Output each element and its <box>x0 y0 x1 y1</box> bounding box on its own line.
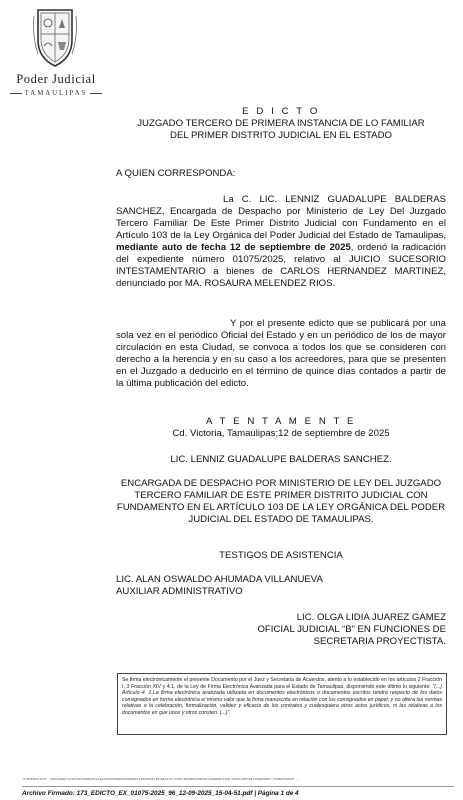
witnesses-title: TESTIGOS DE ASISTENCIA <box>219 550 343 561</box>
witness1-role: AUXILIAR ADMINISTRATIVO <box>116 586 243 597</box>
court-name-line1: JUZGADO TERCERO DE PRIMERA INSTANCIA DE LO FAMILIAR <box>137 118 425 129</box>
place-date: Cd. Victoria, Tamaulipas;12 de septiembre de 2025 <box>172 428 390 439</box>
legal-notice-text: Se firma electrónicamente el presente Documento por el Juez y Secretaria de Acuerdos, atento a lo establecido en los artículos 2 Fracción I, 3 Fracción XIV y 4.1, de la Ley de Firma Electrónica Avanzada para el Estado de Tamaulipas, disponiendo este último lo siguiente: <box>122 677 442 690</box>
witness1-name: LIC. ALAN OSWALDO AHUMADA VILLANUEVA <box>116 574 323 585</box>
brand-subtitle: TAMAULIPAS <box>0 90 112 97</box>
electronic-signature-notice <box>117 673 447 735</box>
edict-title: E D I C T O <box>242 106 320 117</box>
paragraph1-intro: La C. LIC. LENNIZ GUADALUPE BALDERAS SANCHEZ, Encargada de Despacho por Ministerio de Ley Del Juzgado Tercero Familiar De Este Primer Distrito Judicial con Fundamento en el Artículo 103 de la Ley Orgánica del Poder Judicial del Estado de Tamaulipas, <box>116 194 446 241</box>
witness1 <box>116 574 446 598</box>
witness2-role-line1: OFICIAL JUDICIAL “B” EN FUNCIONES DE <box>257 624 446 635</box>
witness2-name: LIC. OLGA LIDIA JUAREZ GAMEZ <box>296 612 446 623</box>
edict-heading <box>116 106 446 142</box>
paragraph1-denounced: , denunciado por <box>116 266 447 289</box>
archive-footer: Archivo Firmado: 173_EDICTO_EX_01075-2025_96_12-09-2025_15-04-51.pdf | Página 1 de 4 <box>22 790 299 797</box>
brand-name: Poder Judicial <box>16 72 96 86</box>
court-name-line2: DEL PRIMER DISTRITO JUDICIAL EN EL ESTADO <box>170 130 392 141</box>
witness2 <box>116 612 446 648</box>
poder-judicial-seal-logo <box>32 6 78 68</box>
salutation: A QUIEN CORRESPONDA: <box>116 168 236 179</box>
footer-divider <box>22 786 454 787</box>
witness2-role-line2: SECRETARIA PROYECTISTA. <box>313 636 446 647</box>
closing-block <box>116 416 446 440</box>
brand-block <box>0 72 112 97</box>
legal-notice-quote: “(...) Artículo 4. 1.La firma electrónica avanzada utilizada en documentos electrónicos o documentos escritos tendrá respecto de los datos consignados en forma electrónica el mismo valor que la firma manuscrita en relación con los consignados en papel; y no altera las normas relativas a la celebración, formalización, validez y eficacia de los contratos y cualesquiera otros actos jurídicos, ni las relativas a los documentos en que unos y otros consten. (...)”. <box>122 683 442 716</box>
signer-name: LIC. LENNIZ GUADALUPE BALDERAS SANCHEZ. <box>170 454 392 465</box>
deceased-name: CARLOS HERNANDEZ MARTINEZ <box>280 266 444 277</box>
signer-role: ENCARGADA DE DESPACHO POR MINISTERIO DE LEY DEL JUZGADO TERCERO FAMILIAR DE ESTE PRIMER DISTRITO JUDICIAL CON FUNDAMENTO EN EL ARTÍCULO 103 DE LA LEY ORGÁNICA DEL PODER JUDICIAL DEL ESTADO DE TAMAULIPAS. <box>116 478 446 525</box>
paragraph1-middle: , ordenó la radicación del expediente número 01075/2025, relativo al JUICIO SUCESORIO INTESTAMENTARIO a bienes de <box>116 242 446 277</box>
atentamente-label: A T E N T A M E N T E <box>205 416 357 427</box>
denouncer-name: MA. ROSAURA MELENDEZ RIOS. <box>184 278 336 289</box>
paragraph-convocatoria: Y por el presente edicto que se publicará por una sola vez en el periódico Oficial del Estado y en un periódico de los de mayor circulación en esta Ciudad, se convoca a todos los que se consideren con derecho a la herencia y en su caso a los acreedores, para que se presenten en el Juzgado a deducirlo en el término de quince días contados a partir de la última publicación del edicto. <box>116 318 446 389</box>
paragraph-radicacion <box>116 194 446 290</box>
paragraph1-auto-date: mediante auto de fecha 12 de septiembre de 2025 <box>116 242 351 253</box>
transaction-hash: Transacción: 9956388f2c81e8cbaa54421a2e3dd0d68ed8e9bdc1e63e5e7bc9a31cf1fbe78c6ab19a02e1d49b8c1a4f1ebd7a0fa1f56ad98c77c8a2e1b9e... <box>22 778 301 782</box>
